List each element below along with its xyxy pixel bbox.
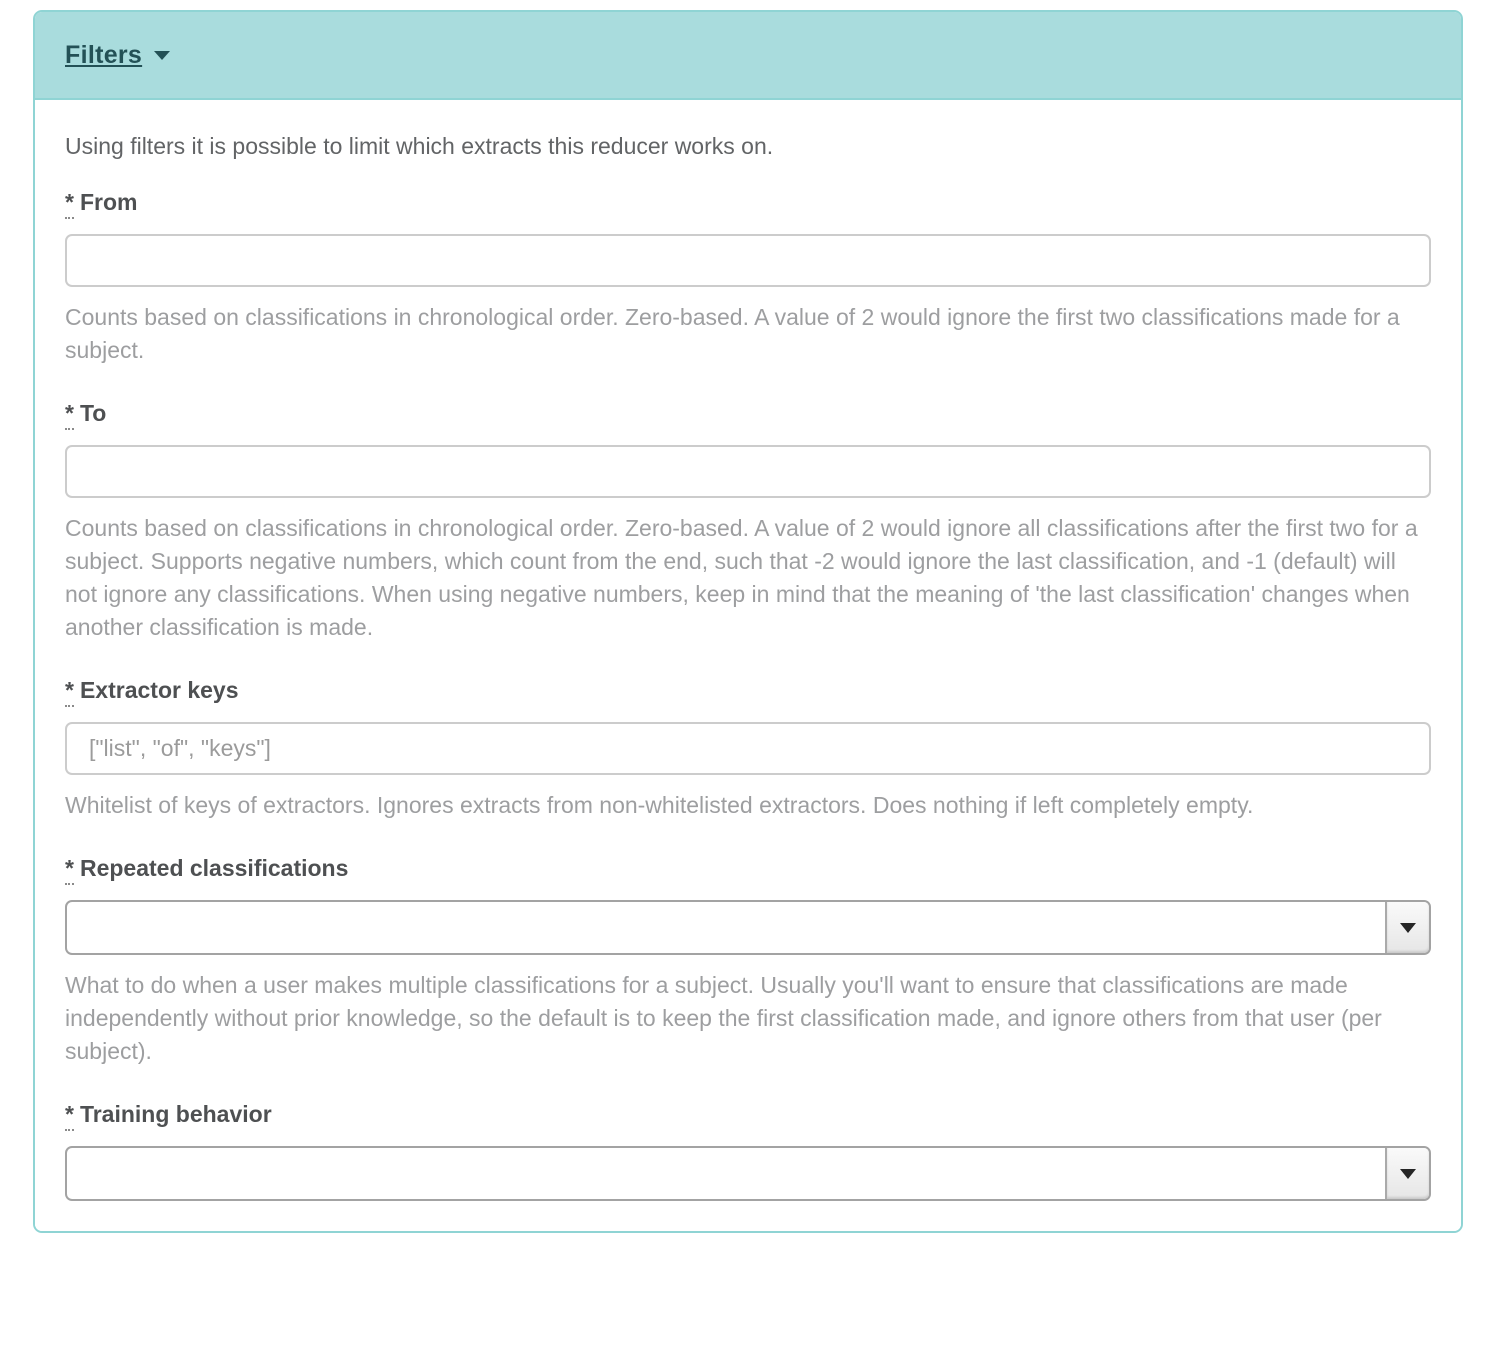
- from-input[interactable]: [65, 234, 1431, 287]
- to-label: [65, 399, 1431, 430]
- extractor-keys-label-text: Extractor keys: [79, 677, 239, 703]
- required-marker: *: [65, 676, 74, 707]
- to-help-text: Counts based on classifications in chronological order. Zero-based. A value of 2 would ignore all classifications after the first two for a subject. Supports negative numbers, which count from the end, such that -2 would ignore the last classification, and -1 (default) will not ignore any classifications. When using negative numbers, keep in mind that the meaning of 'the last classification' changes when another classification is made.: [65, 515, 1418, 640]
- extractor-keys-label: [65, 676, 1431, 707]
- filters-panel-body: [35, 100, 1461, 1231]
- dropdown-arrow-icon: [1400, 923, 1416, 933]
- training-behavior-label: [65, 1100, 1431, 1131]
- to-input[interactable]: [65, 445, 1431, 498]
- filters-panel: [33, 10, 1463, 1233]
- required-marker: *: [65, 1100, 74, 1131]
- filters-panel-header[interactable]: [35, 12, 1461, 100]
- dropdown-button[interactable]: [1385, 902, 1429, 953]
- to-label-text: To: [79, 400, 107, 426]
- training-behavior-select[interactable]: [65, 1146, 1431, 1201]
- repeated-classifications-help-text: What to do when a user makes multiple classifications for a subject. Usually you'll want to ensure that classifications are made independently without prior knowledge, so the default is to keep the first classification made, and ignore others from that user (per subject).: [65, 972, 1382, 1064]
- extractor-keys-help-text: Whitelist of keys of extractors. Ignores extracts from non-whitelisted extractors. Does nothing if left completely empty.: [65, 792, 1254, 818]
- dropdown-arrow-icon: [1400, 1169, 1416, 1179]
- from-label: [65, 188, 1431, 219]
- repeated-classifications-label: [65, 854, 1431, 885]
- dropdown-button[interactable]: [1385, 1148, 1429, 1199]
- from-label-text: From: [79, 189, 138, 215]
- from-help-text: Counts based on classifications in chronological order. Zero-based. A value of 2 would ignore the first two classifications made for a subject.: [65, 304, 1400, 363]
- training-behavior-label-text: Training behavior: [79, 1101, 272, 1127]
- required-marker: *: [65, 399, 74, 430]
- filters-toggle-link[interactable]: Filters: [65, 40, 143, 69]
- extractor-keys-input[interactable]: [65, 722, 1431, 775]
- required-marker: *: [65, 854, 74, 885]
- caret-down-icon: [154, 51, 170, 60]
- repeated-classifications-select[interactable]: [65, 900, 1431, 955]
- required-marker: *: [65, 188, 74, 219]
- repeated-classifications-label-text: Repeated classifications: [79, 855, 349, 881]
- intro-text: Using filters it is possible to limit which extracts this reducer works on.: [65, 133, 774, 159]
